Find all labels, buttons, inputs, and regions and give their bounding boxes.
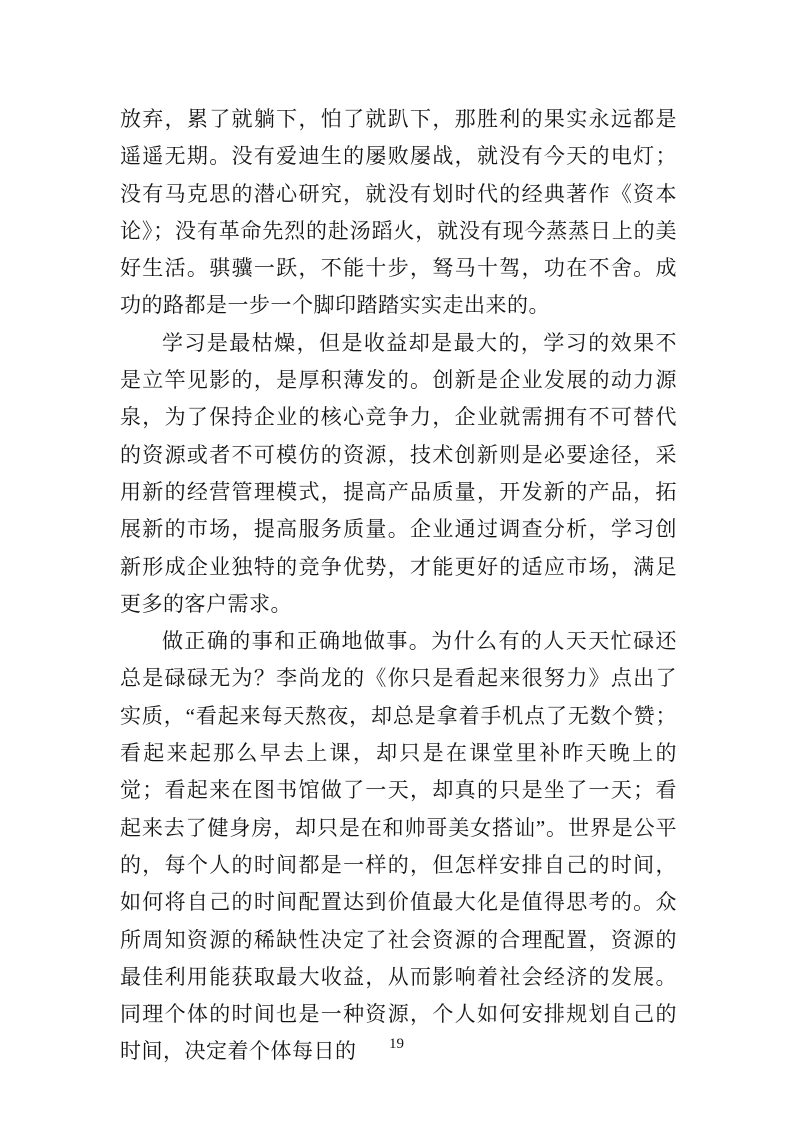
- paragraph: 学习是最枯燥，但是收益却是最大的，学习的效果不是立竿见影的，是厚积薄发的。创新是企业发展的动力源泉，为了保持企业的核心竞争力，企业就需拥有不可替代的资源或者不可模仿的资源，技术创新则是必要途径，采用新的经营管理模式，提高产品质量，开发新的产品，拓展新的市场，提高服务质量。企业通过调查分析，学习创新形成企业独特的竞争优势，才能更好的适应市场，满足更多的客户需求。: [120, 330, 677, 616]
- paragraph: 做正确的事和正确地做事。为什么有的人天天忙碌还总是碌碌无为？李尚龙的《你只是看起来很努力》点出了实质，“看起来每天熬夜，却总是拿着手机点了无数个赞；看起来起那么早去上课，却只是在课堂里补昨天晚上的觉；看起来在图书馆做了一天，却真的只是坐了一天；看起来去了健身房，却只是在和帅哥美女搭讪”。世界是公平的，每个人的时间都是一样的，但怎样安排自己的时间，如何将自己的时间配置达到价值最大化是值得思考的。众所周知资源的稀缺性决定了社会资源的合理配置，资源的最佳利用能获取最大收益，从而影响着社会经济的发展。同理个体的时间也是一种资源，个人如何安排规划自己的时间，决定着个体每日的: [120, 629, 677, 1064]
- page-number: 19: [389, 1036, 404, 1052]
- paragraph-continuation: 放弃，累了就躺下，怕了就趴下，那胜利的果实永远都是遥遥无期。没有爱迪生的屡败屡战，就没有今天的电灯；没有马克思的潜心研究，就没有划时代的经典著作《资本论》；没有革命先烈的赴汤蹈火，就没有现今蒸蒸日上的美好生活。骐骥一跃，不能十步，驽马十驾，功在不舍。成功的路都是一步一个脚印踏踏实实走出来的。: [120, 107, 677, 318]
- body-text: [120, 101, 677, 1071]
